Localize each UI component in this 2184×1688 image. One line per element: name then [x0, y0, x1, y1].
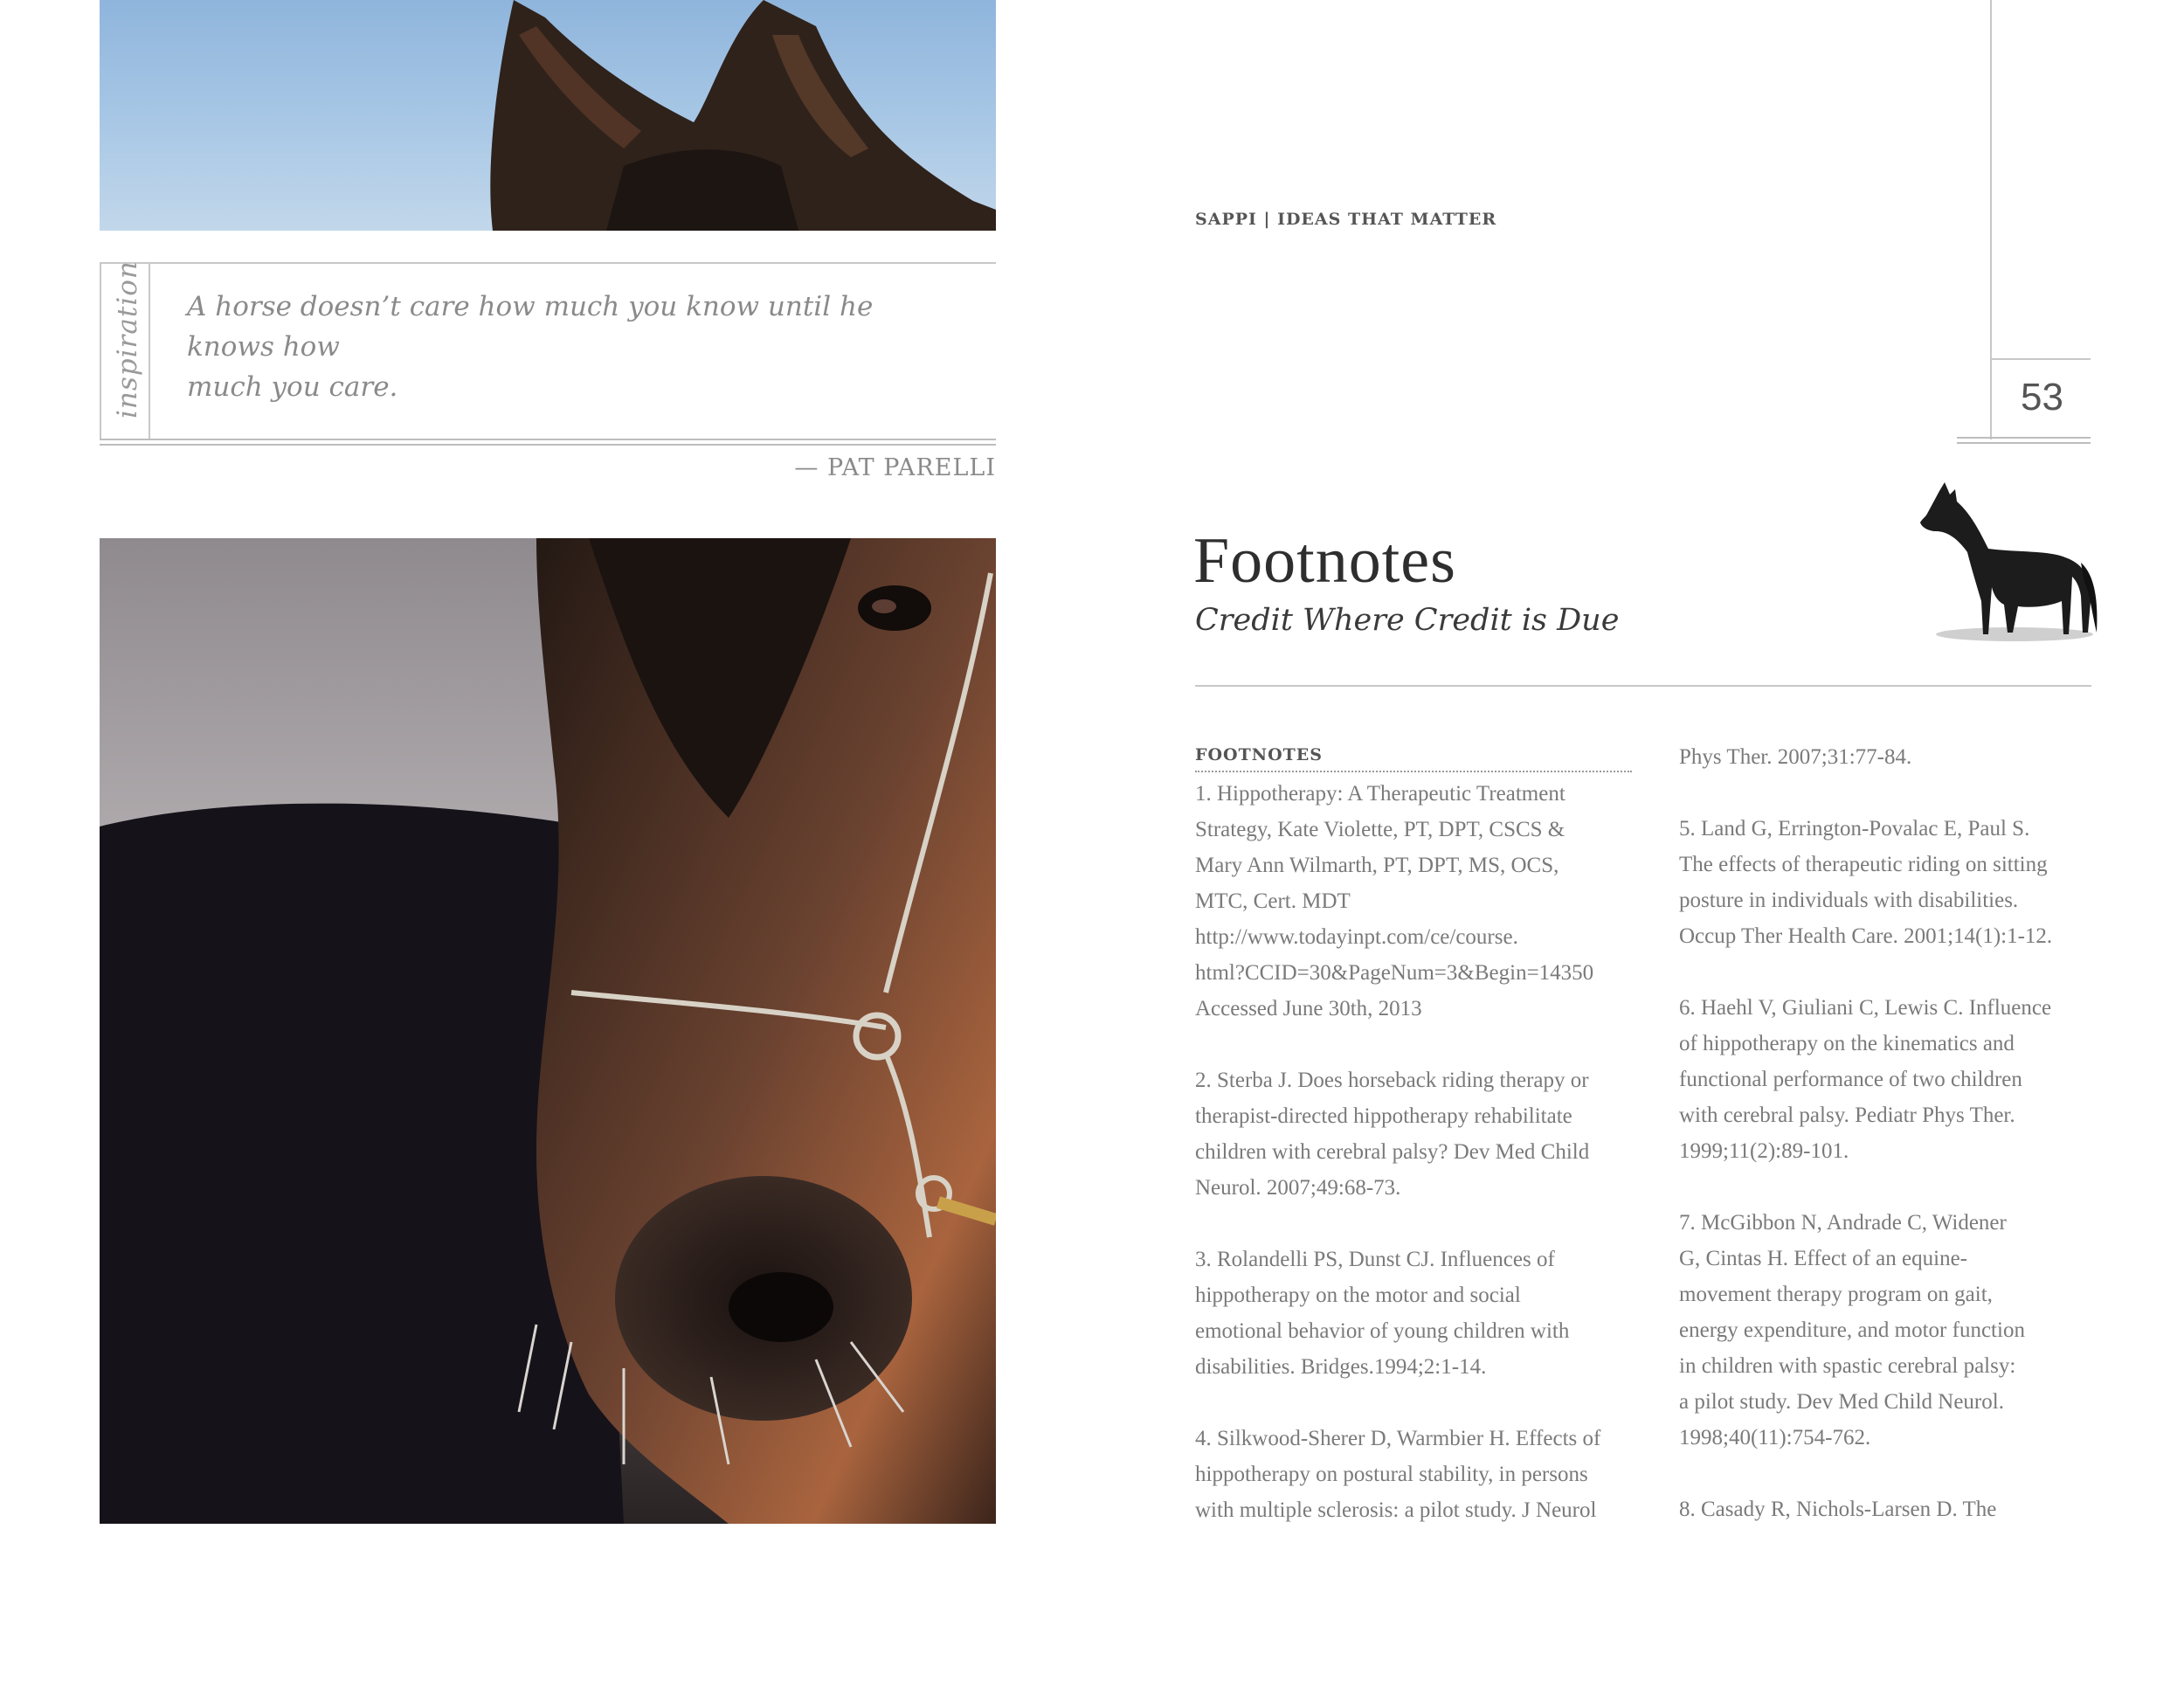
quote-text — [187, 287, 956, 407]
footnote-line: with multiple sclerosis: a pilot study. J Neurol — [1195, 1498, 1597, 1522]
quote-tag: inspiration — [112, 260, 143, 419]
footnote-line: 1999;11(2):89-101. — [1679, 1139, 1849, 1163]
footnote-line: http://www.todayinpt.com/ce/course. — [1195, 925, 1518, 949]
top-horse-ears-photo — [100, 0, 996, 231]
quote-line: A horse doesn’t care how much you know until he knows how — [187, 291, 874, 363]
footnote-line: posture in individuals with disabilities. — [1679, 889, 2019, 912]
page-number-rule — [1957, 437, 2091, 439]
page-title: Footnotes — [1193, 525, 1456, 597]
brand-line: SAPPI | IDEAS THAT MATTER — [1195, 210, 1497, 229]
quote-side-column — [100, 260, 150, 440]
footnote-line: Phys Ther. 2007;31:77-84. — [1679, 745, 1912, 769]
vertical-rule — [1990, 0, 1992, 439]
footnote-line: G, Cintas H. Effect of an equine- — [1679, 1247, 1967, 1270]
footnote-line: Occup Ther Health Care. 2001;14(1):1-12. — [1679, 924, 2053, 948]
footnote-line: 1. Hippotherapy: A Therapeutic Treatment — [1195, 782, 1565, 806]
footnote-line: 3. Rolandelli PS, Dunst CJ. Influences of — [1195, 1248, 1555, 1271]
footnote-line: 6. Haehl V, Giuliani C, Lewis C. Influence — [1679, 996, 2052, 1020]
footnote-gap — [1195, 1206, 1632, 1242]
quote-divider — [100, 439, 996, 440]
footnote-gap — [1195, 1385, 1632, 1421]
footnote-gap — [1679, 954, 2090, 990]
title-divider — [1195, 685, 2091, 687]
quote-author: — PAT PARELLI — [794, 454, 996, 481]
footnote-line: of hippotherapy on the kinematics and — [1679, 1032, 2015, 1055]
footnote-line: 5. Land G, Errington-Povalac E, Paul S. — [1679, 817, 2030, 841]
footnote-gap — [1679, 1456, 2090, 1491]
footnote-line: in children with spastic cerebral palsy: — [1679, 1354, 2016, 1378]
footnote-gap — [1679, 775, 2090, 811]
footnotes-heading: FOOTNOTES — [1195, 739, 1632, 772]
footnotes-column-1 — [1195, 739, 1632, 1528]
footnote-line: Strategy, Kate Violette, PT, DPT, CSCS & — [1195, 818, 1565, 841]
footnote-line: 7. McGibbon N, Andrade C, Widener — [1679, 1211, 2007, 1235]
footnote-line: MTC, Cert. MDT — [1195, 889, 1351, 913]
quote-line: much you care. — [187, 371, 398, 403]
page-number-rule — [1957, 442, 2091, 444]
footnote-line: emotional behavior of young children with — [1195, 1319, 1570, 1343]
footnote-line: hippotherapy on postural stability, in persons — [1195, 1463, 1588, 1486]
footnote-line: 4. Silkwood-Sherer D, Warmbier H. Effects of — [1195, 1427, 1601, 1450]
footnote-line: 2. Sterba J. Does horseback riding therapy or — [1195, 1069, 1589, 1092]
page-number-top-rule — [1990, 358, 2091, 360]
footnote-gap — [1679, 1169, 2090, 1205]
footnote-line: a pilot study. Dev Med Child Neurol. — [1679, 1390, 2004, 1414]
footnote-line: energy expenditure, and motor function — [1679, 1318, 2025, 1342]
footnote-line: Mary Ann Wilmarth, PT, DPT, MS, OCS, — [1195, 854, 1559, 877]
footnote-line: html?CCID=30&PageNum=3&Begin=14350 — [1195, 961, 1594, 985]
footnote-line: functional performance of two children — [1679, 1068, 2022, 1091]
footnotes-column-2 — [1679, 739, 2090, 1527]
footnote-line: 1998;40(11):754-762. — [1679, 1426, 1871, 1449]
horse-portrait-photo — [100, 538, 996, 1524]
footnote-line: 8. Casady R, Nichols-Larsen D. The — [1679, 1498, 1997, 1521]
quote-divider — [100, 444, 996, 446]
footnote-line: disabilities. Bridges.1994;2:1-14. — [1195, 1355, 1487, 1379]
page-number: 53 — [2021, 376, 2063, 419]
footnote-line: therapist-directed hippotherapy rehabilitate — [1195, 1104, 1572, 1128]
footnotes-list — [1679, 739, 2090, 1527]
footnote-line: Accessed June 30th, 2013 — [1195, 997, 1422, 1020]
horse-illustration-icon — [1910, 479, 2100, 647]
footnote-line: with cerebral palsy. Pediatr Phys Ther. — [1679, 1103, 2015, 1127]
footnotes-list — [1195, 776, 1632, 1528]
footnote-line: movement therapy program on gait, — [1679, 1283, 1993, 1306]
quote-box — [100, 262, 996, 440]
footnote-line: Neurol. 2007;49:68-73. — [1195, 1176, 1401, 1200]
footnote-line: The effects of therapeutic riding on sitting — [1679, 853, 2048, 876]
page-subtitle: Credit Where Credit is Due — [1195, 603, 1620, 638]
footnote-line: hippotherapy on the motor and social — [1195, 1283, 1521, 1307]
footnote-line: children with cerebral palsy? Dev Med Child — [1195, 1140, 1590, 1164]
footnote-gap — [1195, 1027, 1632, 1062]
